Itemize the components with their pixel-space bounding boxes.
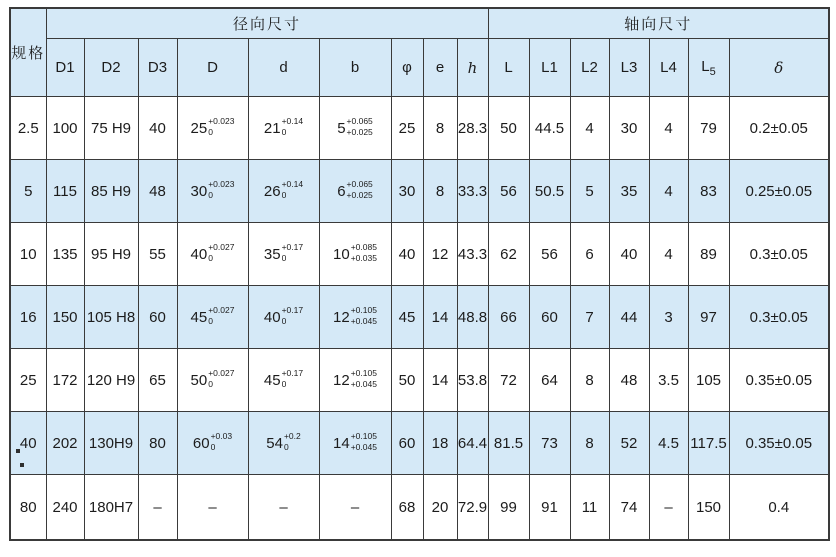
cell-b: 12 +0.105 +0.045 — [319, 349, 391, 412]
cell-phi: 40 — [391, 223, 423, 286]
cell-L5: 97 — [688, 286, 729, 349]
cell-L5: 117.5 — [688, 412, 729, 475]
cell-D2: 105 H8 — [84, 286, 138, 349]
cell-D1: 150 — [46, 286, 84, 349]
cell-L2: 8 — [570, 412, 609, 475]
cell-h: 53.8 — [457, 349, 488, 412]
spec-column-header: 规格 — [10, 8, 46, 97]
cell-L4: 4 — [649, 160, 688, 223]
table-row-spec-16 — [10, 286, 829, 349]
cell-L4: 3.5 — [649, 349, 688, 412]
cell-b: 5 +0.065 +0.025 — [319, 97, 391, 160]
cell-e: 14 — [423, 286, 457, 349]
cell-L: 50 — [488, 97, 529, 160]
cell-D2: 95 H9 — [84, 223, 138, 286]
cell-L2: 6 — [570, 223, 609, 286]
spec-cell: 80 — [10, 475, 46, 541]
cell-L4: 4 — [649, 97, 688, 160]
radial-dimensions-group-header: 径向尺寸 — [46, 8, 488, 39]
group-header-row — [10, 8, 829, 39]
cell-e: 8 — [423, 97, 457, 160]
cell-d: – — [248, 475, 319, 541]
cell-d: 54 +0.2 0 — [248, 412, 319, 475]
cell-D1: 172 — [46, 349, 84, 412]
column-header-D: D — [177, 39, 248, 97]
cell-phi: 68 — [391, 475, 423, 541]
cell-D1: 135 — [46, 223, 84, 286]
cell-delta: 0.4 — [729, 475, 829, 541]
cell-D: 30 +0.023 0 — [177, 160, 248, 223]
cell-b: 14 +0.105 +0.045 — [319, 412, 391, 475]
cell-L: 66 — [488, 286, 529, 349]
column-header-D2: D2 — [84, 39, 138, 97]
cell-L1: 60 — [529, 286, 570, 349]
column-header-e: e — [423, 39, 457, 97]
cell-D2: 75 H9 — [84, 97, 138, 160]
cell-D: – — [177, 475, 248, 541]
column-header-L4: L4 — [649, 39, 688, 97]
dimension-spec-table — [9, 7, 830, 541]
cell-e: 12 — [423, 223, 457, 286]
cell-d: 26 +0.14 0 — [248, 160, 319, 223]
cell-L: 81.5 — [488, 412, 529, 475]
cell-phi: 45 — [391, 286, 423, 349]
table-row-spec-25 — [10, 349, 829, 412]
cell-D: 60 +0.03 0 — [177, 412, 248, 475]
cell-e: 8 — [423, 160, 457, 223]
spec-cell: 5 — [10, 160, 46, 223]
cell-D3: 48 — [138, 160, 177, 223]
cell-L: 99 — [488, 475, 529, 541]
cell-L4: 3 — [649, 286, 688, 349]
cell-D1: 115 — [46, 160, 84, 223]
cell-L1: 91 — [529, 475, 570, 541]
cell-D1: 240 — [46, 475, 84, 541]
cell-d: 35 +0.17 0 — [248, 223, 319, 286]
cell-L5: 150 — [688, 475, 729, 541]
cell-L3: 52 — [609, 412, 649, 475]
cell-phi: 30 — [391, 160, 423, 223]
cell-D: 40 +0.027 0 — [177, 223, 248, 286]
cell-L1: 44.5 — [529, 97, 570, 160]
table-row-spec-10 — [10, 223, 829, 286]
cell-phi: 60 — [391, 412, 423, 475]
cell-h: 72.9 — [457, 475, 488, 541]
cell-D: 50 +0.027 0 — [177, 349, 248, 412]
cell-D2: 130H9 — [84, 412, 138, 475]
cell-h: 33.3 — [457, 160, 488, 223]
column-header-L3: L3 — [609, 39, 649, 97]
cell-L3: 30 — [609, 97, 649, 160]
cell-L1: 64 — [529, 349, 570, 412]
cell-D3: 65 — [138, 349, 177, 412]
cell-phi: 50 — [391, 349, 423, 412]
spec-cell: 16 — [10, 286, 46, 349]
cell-delta: 0.35±0.05 — [729, 349, 829, 412]
cell-L2: 7 — [570, 286, 609, 349]
column-header-phi: φ — [391, 39, 423, 97]
table-row-spec-80 — [10, 475, 829, 541]
cell-d: 40 +0.17 0 — [248, 286, 319, 349]
cell-delta: 0.3±0.05 — [729, 223, 829, 286]
column-header-d: d — [248, 39, 319, 97]
cell-L: 72 — [488, 349, 529, 412]
cell-L2: 4 — [570, 97, 609, 160]
column-header-L1: L1 — [529, 39, 570, 97]
column-header-L2: L2 — [570, 39, 609, 97]
cell-e: 20 — [423, 475, 457, 541]
spec-cell: 10 — [10, 223, 46, 286]
cell-L1: 50.5 — [529, 160, 570, 223]
cell-b: – — [319, 475, 391, 541]
cell-delta: 0.3±0.05 — [729, 286, 829, 349]
scan-artifact-mark — [16, 449, 20, 453]
cell-L1: 73 — [529, 412, 570, 475]
cell-D1: 202 — [46, 412, 84, 475]
table-row-spec-40 — [10, 412, 829, 475]
cell-L3: 35 — [609, 160, 649, 223]
cell-phi: 25 — [391, 97, 423, 160]
cell-L4: 4 — [649, 223, 688, 286]
cell-L3: 48 — [609, 349, 649, 412]
cell-h: 64.4 — [457, 412, 488, 475]
cell-D3: 60 — [138, 286, 177, 349]
cell-L2: 8 — [570, 349, 609, 412]
cell-L4: – — [649, 475, 688, 541]
cell-L2: 11 — [570, 475, 609, 541]
spec-cell: 25 — [10, 349, 46, 412]
cell-b: 12 +0.105 +0.045 — [319, 286, 391, 349]
cell-L5: 79 — [688, 97, 729, 160]
cell-D1: 100 — [46, 97, 84, 160]
spec-cell: 40 — [10, 412, 46, 475]
column-header-delta: δ — [729, 39, 829, 97]
cell-D2: 180H7 — [84, 475, 138, 541]
cell-L2: 5 — [570, 160, 609, 223]
column-header-row — [10, 39, 829, 97]
scan-artifact-mark — [20, 463, 24, 467]
table-row-spec-2.5 — [10, 97, 829, 160]
cell-L: 62 — [488, 223, 529, 286]
cell-b: 10 +0.085 +0.035 — [319, 223, 391, 286]
column-header-D3: D3 — [138, 39, 177, 97]
cell-L1: 56 — [529, 223, 570, 286]
cell-h: 28.3 — [457, 97, 488, 160]
cell-D3: 55 — [138, 223, 177, 286]
axial-dimensions-group-header: 轴向尺寸 — [488, 8, 829, 39]
cell-D3: 80 — [138, 412, 177, 475]
cell-L5: 89 — [688, 223, 729, 286]
cell-D: 25 +0.023 0 — [177, 97, 248, 160]
cell-L5: 83 — [688, 160, 729, 223]
cell-d: 45 +0.17 0 — [248, 349, 319, 412]
cell-delta: 0.25±0.05 — [729, 160, 829, 223]
cell-L: 56 — [488, 160, 529, 223]
column-header-b: b — [319, 39, 391, 97]
column-header-h: h — [457, 39, 488, 97]
cell-h: 43.3 — [457, 223, 488, 286]
cell-D3: 40 — [138, 97, 177, 160]
cell-h: 48.8 — [457, 286, 488, 349]
cell-D: 45 +0.027 0 — [177, 286, 248, 349]
cell-L3: 40 — [609, 223, 649, 286]
table-row-spec-5 — [10, 160, 829, 223]
cell-D2: 85 H9 — [84, 160, 138, 223]
column-header-L: L — [488, 39, 529, 97]
cell-D2: 120 H9 — [84, 349, 138, 412]
cell-L5: 105 — [688, 349, 729, 412]
cell-d: 21 +0.14 0 — [248, 97, 319, 160]
cell-L3: 44 — [609, 286, 649, 349]
cell-e: 18 — [423, 412, 457, 475]
column-header-D1: D1 — [46, 39, 84, 97]
cell-L3: 74 — [609, 475, 649, 541]
spec-cell: 2.5 — [10, 97, 46, 160]
cell-delta: 0.35±0.05 — [729, 412, 829, 475]
cell-b: 6 +0.065 +0.025 — [319, 160, 391, 223]
cell-D3: – — [138, 475, 177, 541]
cell-delta: 0.2±0.05 — [729, 97, 829, 160]
cell-e: 14 — [423, 349, 457, 412]
column-header-L5: $L_5$ — [688, 39, 729, 97]
cell-L4: 4.5 — [649, 412, 688, 475]
